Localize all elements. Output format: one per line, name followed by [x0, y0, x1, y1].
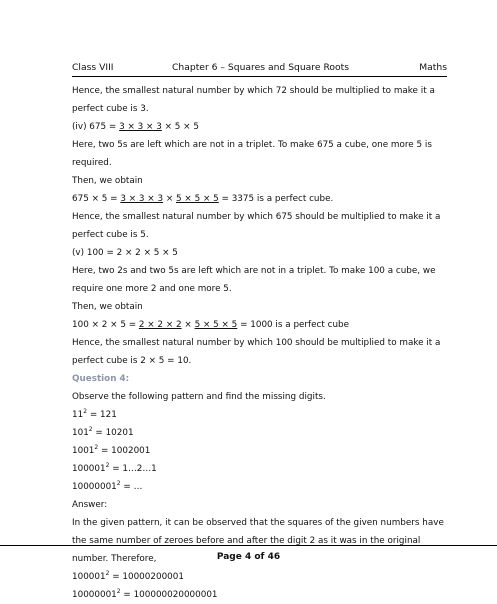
text-line: perfect cube is 5.: [72, 230, 149, 240]
page-content: [72, 82, 447, 604]
question-heading: Question 4:: [72, 374, 130, 384]
text-line: perfect cube is 3.: [72, 104, 149, 114]
text-line: required.: [72, 158, 112, 168]
answer-label: Answer:: [72, 500, 108, 510]
text-line: Then, we obtain: [72, 302, 143, 312]
text-line: the same number of zeroes before and after the digit 2 as it was in the original: [72, 536, 421, 546]
text-line: Here, two 5s are left which are not in a triplet. To make 675 a cube, one more 5 is: [72, 140, 432, 150]
text-line: number. Therefore,: [72, 554, 157, 564]
text-line: Hence, the smallest natural number by which 72 should be multiplied to make it a: [72, 86, 435, 96]
text-line: 675 × 5 = 3 × 3 × 3 × 5 × 5 × 5 = 3375 is a perfect cube.: [72, 194, 334, 204]
header-chapter: Chapter 6 – Squares and Square Roots: [172, 62, 350, 73]
text-line: Then, we obtain: [72, 176, 143, 186]
pattern-line: $100001^2$ = 1…2…1: [72, 462, 157, 474]
text-line: 100 × 2 × 5 = 2 × 2 × 2 × 5 × 5 × 5 = 1000 is a perfect cube: [72, 320, 350, 330]
text-line: Observe the following pattern and find the missing digits.: [72, 392, 326, 402]
page-header: [72, 62, 447, 77]
text-line: (v) 100 = 2 × 2 × 5 × 5: [72, 248, 178, 258]
text-line: In the given pattern, it can be observed that the squares of the given numbers have: [72, 518, 444, 528]
pattern-line: $10000001^2$ = …: [72, 480, 143, 492]
pattern-line: $101^2 = 10201$: [72, 426, 134, 438]
text-line: perfect cube is 2 × 5 = 10.: [72, 356, 192, 366]
pattern-line: $11^2 = 121$: [72, 408, 117, 420]
text-line: Hence, the smallest natural number by which 675 should be multiplied to make it a: [72, 212, 441, 222]
pattern-line: $1001^2 = 1002001$: [72, 444, 151, 456]
result-line: $10000001^2 = 100000020000001$: [72, 588, 218, 600]
text-line: Hence, the smallest natural number by which 100 should be multiplied to make it a: [72, 338, 441, 348]
text-line: (iv) 675 = 3 × 3 × 3 × 5 × 5: [72, 122, 199, 132]
header-class: Class VIII: [72, 62, 114, 73]
page-number: Page 4 of 46: [216, 552, 281, 562]
text-line: Here, two 2s and two 5s are left which are not in a triplet. To make 100 a cube, we: [72, 266, 436, 276]
text-line: require one more 2 and one more 5.: [72, 284, 232, 294]
header-subject: Maths: [419, 62, 447, 73]
footer-divider: [0, 545, 497, 546]
result-line: $100001^2 = 10000200001$: [72, 570, 184, 582]
